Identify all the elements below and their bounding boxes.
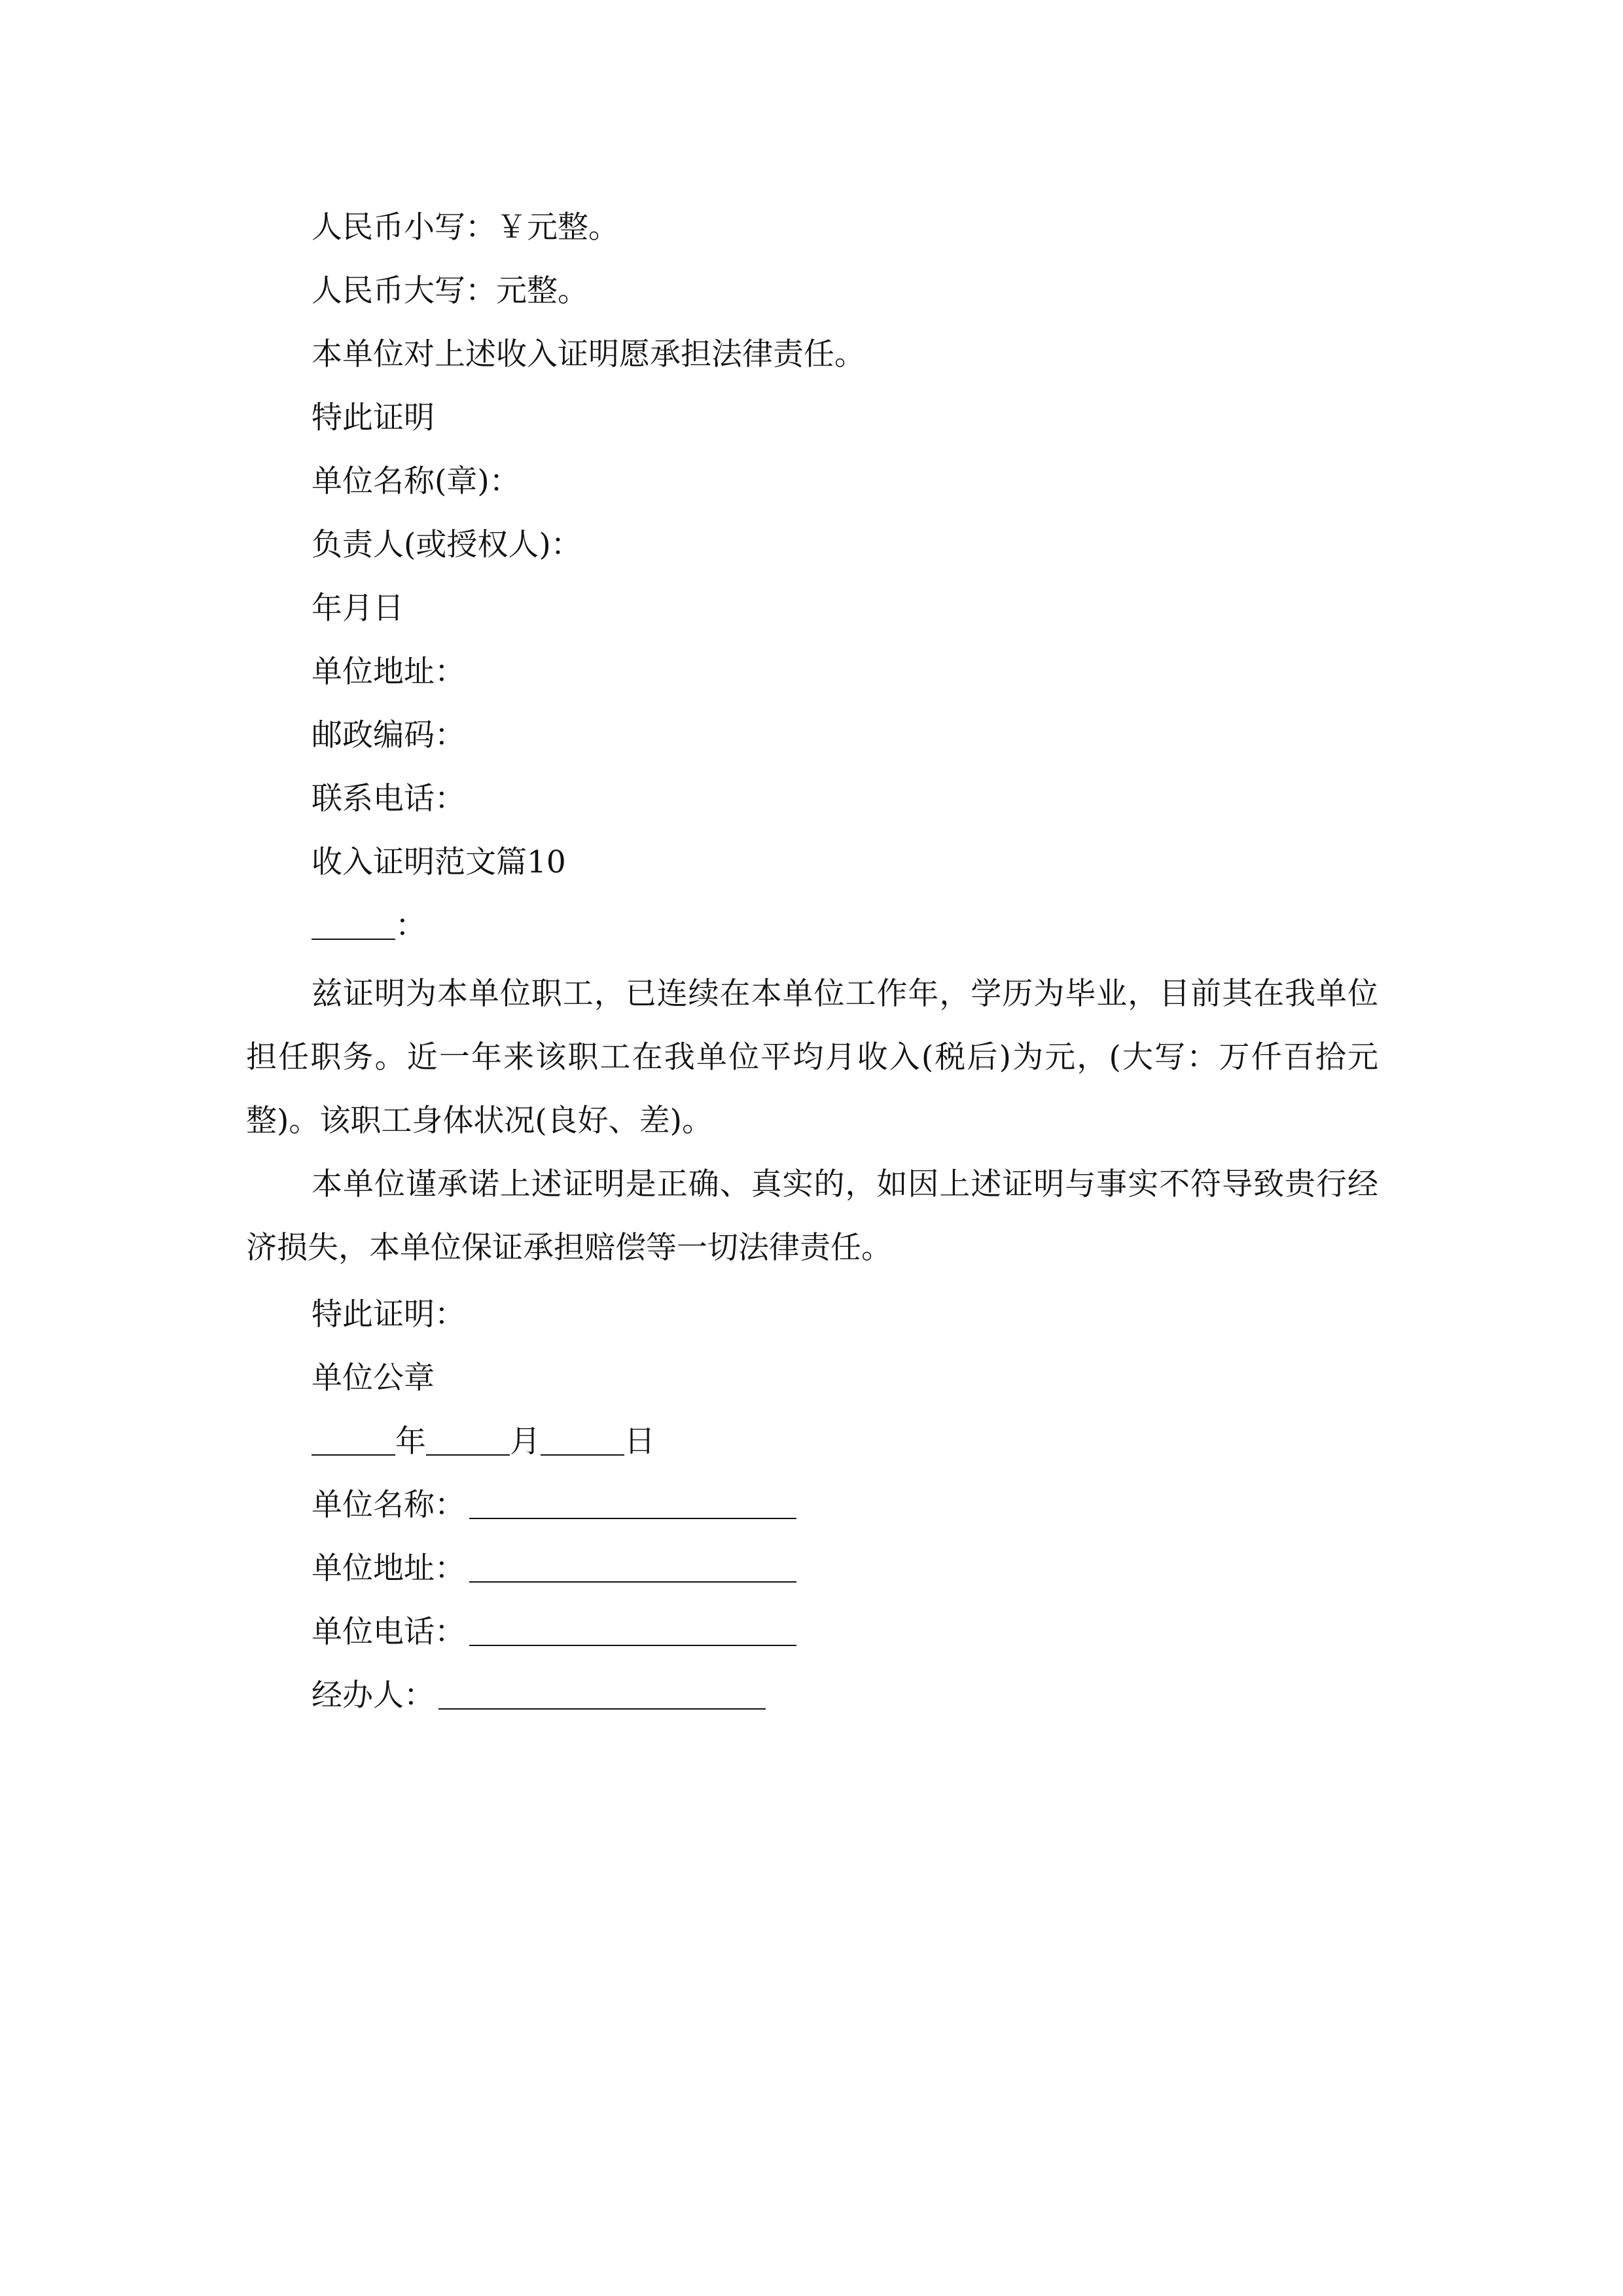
date-line: 年月日	[312, 590, 404, 626]
contact-phone-line: 联系电话：	[312, 781, 465, 817]
day-label: 日	[624, 1424, 655, 1460]
unit-phone-blank	[469, 1615, 796, 1646]
handler-label: 经办人：	[312, 1677, 435, 1713]
month-blank	[426, 1424, 510, 1456]
rmb-upper-line: 人民币大写：元整。	[312, 273, 588, 309]
hereby-certify-closing: 特此证明：	[312, 1297, 465, 1333]
rmb-lower-line: 人民币小写：￥元整。	[312, 209, 619, 245]
salutation-colon: ：	[395, 908, 426, 944]
day-blank	[541, 1424, 624, 1456]
unit-phone-field-line	[312, 1613, 796, 1652]
salutation-line	[312, 906, 426, 946]
unit-name-seal-line: 单位名称(章)：	[312, 463, 520, 499]
unit-address-blank	[469, 1551, 796, 1583]
date-blanks-line	[312, 1422, 655, 1462]
unit-address-line: 单位地址：	[312, 654, 465, 690]
unit-name-blank	[469, 1488, 796, 1519]
certificate-paragraph-2: 本单位谨承诺上述证明是正确、真实的，如因上述证明与事实不符导致贵行经济损失，本单位保证承担赔偿等一切法律责任。	[246, 1166, 1378, 1266]
unit-phone-label: 单位电话：	[312, 1614, 465, 1650]
handler-blank	[438, 1678, 766, 1710]
year-blank	[312, 1424, 395, 1456]
unit-name-label: 单位名称：	[312, 1487, 465, 1523]
postcode-line: 邮政编码：	[312, 717, 465, 753]
year-label: 年	[395, 1424, 426, 1460]
unit-address-field-line	[312, 1549, 796, 1588]
responsible-person-line: 负责人(或授权人)：	[312, 527, 582, 563]
certificate-paragraph-1: 兹证明为本单位职工，已连续在本单位工作年，学历为毕业，目前其在我单位担任职务。近一年来该职工在我单位平均月收入(税后)为元，(大写：万仟百拾元整)。该职工身体状况(良好、差)。	[246, 976, 1378, 1139]
unit-address-label: 单位地址：	[312, 1551, 465, 1587]
handler-field-line	[312, 1676, 766, 1715]
hereby-certify-line: 特此证明	[312, 400, 435, 436]
unit-name-field-line	[312, 1486, 796, 1525]
salutation-blank	[312, 908, 395, 940]
unit-seal-line: 单位公章	[312, 1360, 435, 1396]
month-label: 月	[510, 1424, 541, 1460]
section-title: 收入证明范文篇10	[312, 844, 566, 880]
legal-responsibility-line: 本单位对上述收入证明愿承担法律责任。	[312, 336, 865, 372]
